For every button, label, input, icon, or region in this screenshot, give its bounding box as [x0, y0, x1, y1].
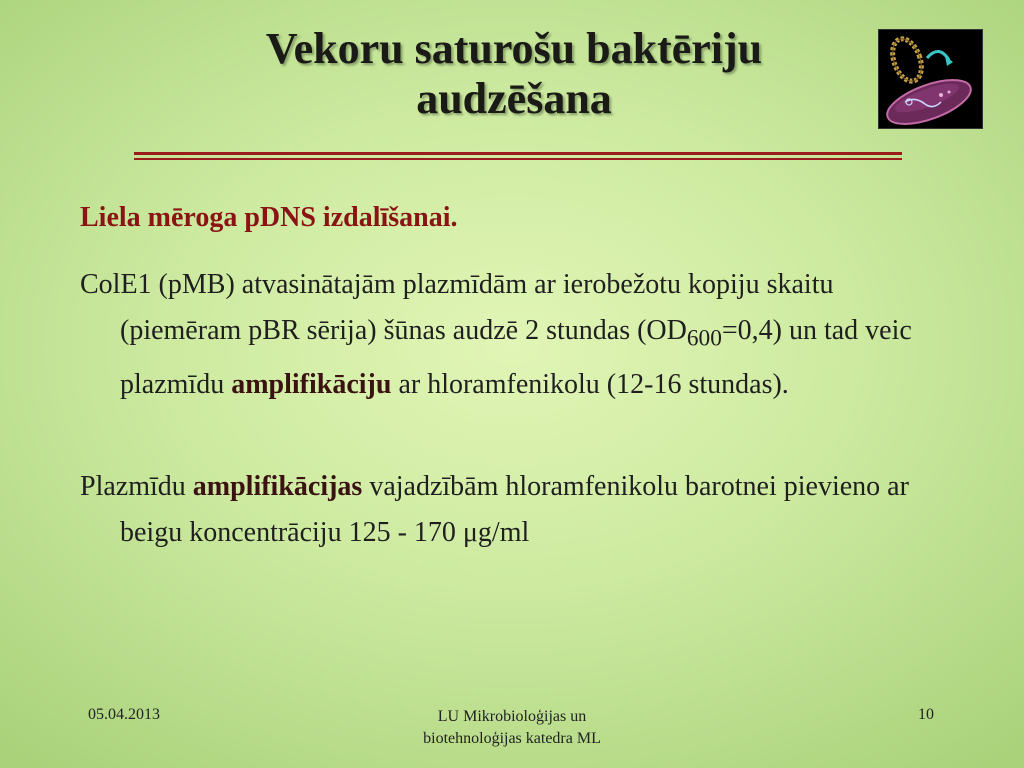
paragraph-amplification [80, 464, 960, 556]
paragraph-cole1-text-c: ar hloramfenikolu (12-16 stundas). [391, 368, 789, 400]
od-subscript: 600 [686, 325, 722, 352]
emphasis-amplifikacijas: amplifikācijas [192, 470, 363, 502]
title-divider [134, 152, 902, 160]
lead-text: Liela mēroga pDNS izdalīšanai. [80, 202, 458, 233]
emphasis-amplifikaciju: amplifikāciju [231, 368, 392, 400]
paragraph-cole1 [80, 262, 960, 408]
title-divider-line-bottom [134, 158, 902, 160]
slide-title-line-1: Vekoru saturošu baktēriju [265, 24, 763, 73]
paragraph-cole1-text-b: =0,4) un tad veic plazmīdu [120, 315, 912, 400]
slide-title-line-2: audzēšana [416, 74, 612, 123]
title-divider-line-top [134, 152, 902, 155]
slide-body [80, 200, 960, 556]
slide-title [150, 24, 878, 124]
footer-department [372, 706, 652, 750]
footer-date: 05.04.2013 [88, 706, 160, 723]
bacterium-plasmid-illustration [879, 30, 982, 128]
paragraph-cole1-text-a: ColE1 (pMB) atvasinātajām plazmīdām ar ierobežotu kopiju skaitu (piemēram pBR sērija) šūnas audzē 2 stundas (OD [80, 269, 834, 346]
paragraph-amplification-text-a: Plazmīdu [80, 470, 193, 502]
footer-department-line-2: biotehnoloģijas katedra ML [423, 730, 601, 747]
paragraph-amplification-text-b: vajadzībām hloramfenikolu barotnei pievieno ar beigu koncentrāciju 125 - 170 μg/ml [120, 470, 909, 548]
bacterium-plasmid-icon [879, 30, 982, 128]
footer-page-number: 10 [918, 706, 934, 723]
footer-department-line-1: LU Mikrobioloģijas un [437, 708, 587, 725]
